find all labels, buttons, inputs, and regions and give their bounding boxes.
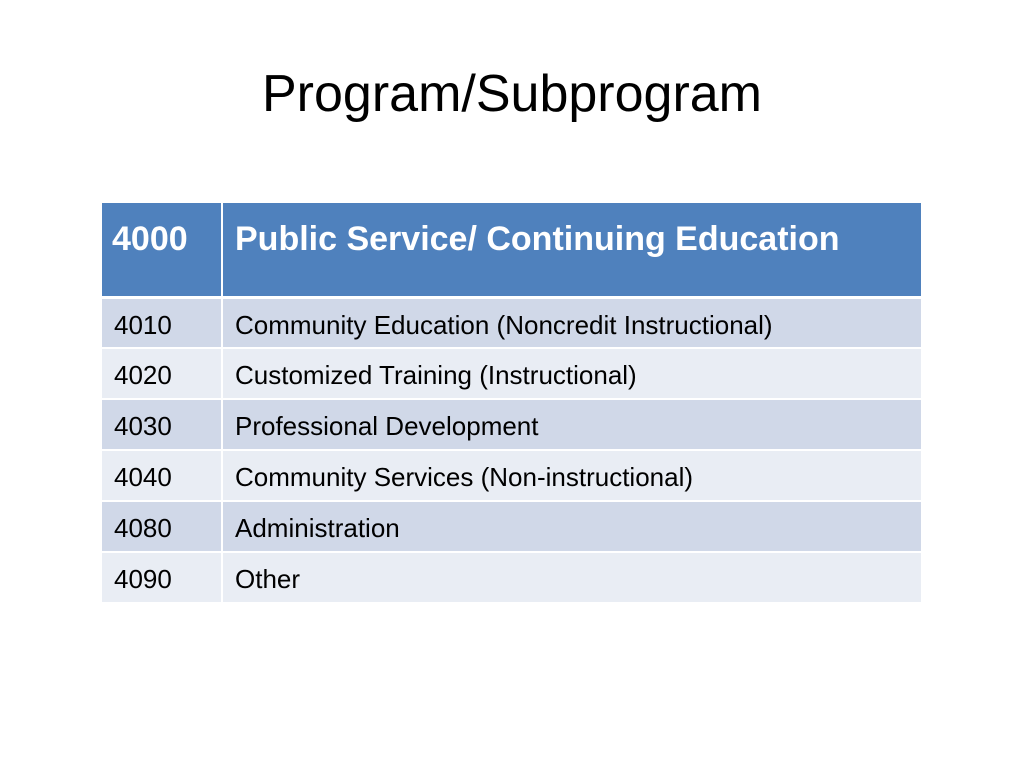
- table-row: [102, 348, 921, 399]
- subprogram-name: Community Education (Noncredit Instructional): [222, 297, 921, 348]
- subprogram-code: 4030: [102, 399, 222, 450]
- program-table-container: [102, 203, 921, 604]
- program-table: [102, 203, 921, 604]
- table-row: [102, 399, 921, 450]
- subprogram-code: 4090: [102, 552, 222, 603]
- subprogram-name: Professional Development: [222, 399, 921, 450]
- table-row: [102, 297, 921, 348]
- subprogram-code: 4080: [102, 501, 222, 552]
- subprogram-name: Customized Training (Instructional): [222, 348, 921, 399]
- table-row: [102, 552, 921, 603]
- slide-title: Program/Subprogram: [262, 65, 762, 123]
- table-header-row: [102, 203, 921, 297]
- subprogram-code: 4040: [102, 450, 222, 501]
- subprogram-name: Other: [222, 552, 921, 603]
- header-program-name: Public Service/ Continuing Education: [222, 203, 921, 297]
- table-row: [102, 450, 921, 501]
- subprogram-name: Community Services (Non-instructional): [222, 450, 921, 501]
- subprogram-code: 4020: [102, 348, 222, 399]
- subprogram-name: Administration: [222, 501, 921, 552]
- subprogram-code: 4010: [102, 297, 222, 348]
- table-row: [102, 501, 921, 552]
- header-program-code: 4000: [102, 203, 222, 297]
